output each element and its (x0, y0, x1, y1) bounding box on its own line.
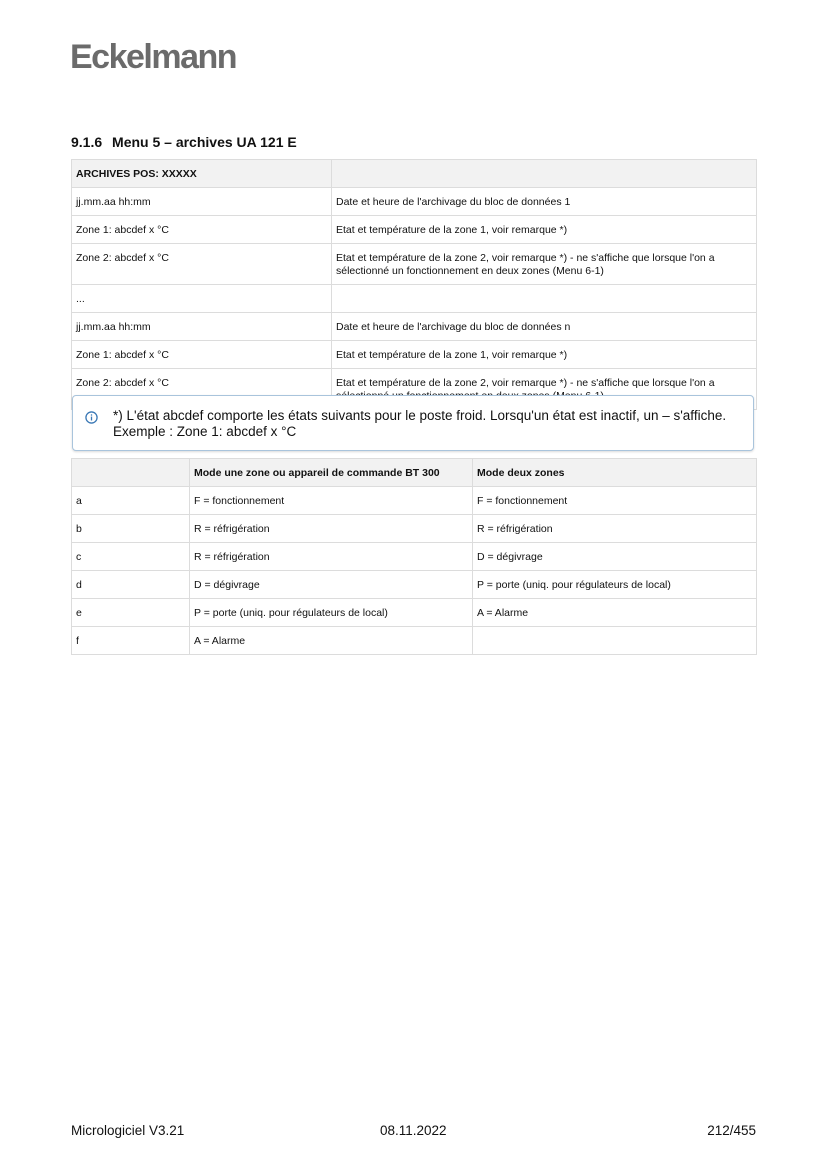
section-title: Menu 5 – archives UA 121 E (112, 134, 297, 150)
table-cell: Etat et température de la zone 1, voir remarque *) (332, 341, 757, 369)
table-cell: A = Alarme (190, 627, 473, 655)
states-table (71, 458, 757, 655)
table-cell: a (72, 487, 190, 515)
table-cell: A = Alarme (473, 599, 757, 627)
table-cell: Date et heure de l'archivage du bloc de données n (332, 313, 757, 341)
note-text (113, 408, 745, 440)
table-row (72, 487, 757, 515)
table-row (72, 285, 757, 313)
table-cell: b (72, 515, 190, 543)
table-cell: D = dégivrage (190, 571, 473, 599)
table-header-row (72, 160, 757, 188)
table-header-cell: Mode deux zones (473, 459, 757, 487)
table-cell: Date et heure de l'archivage du bloc de données 1 (332, 188, 757, 216)
table-row (72, 341, 757, 369)
table-row (72, 515, 757, 543)
table-cell: R = réfrigération (190, 515, 473, 543)
note-line-1: *) L'état abcdef comporte les états suivants pour le poste froid. Lorsqu'un état est inactif, un – s'affiche. (113, 408, 727, 423)
table-row (72, 244, 757, 285)
table-header-cell (72, 459, 190, 487)
table-header-row (72, 459, 757, 487)
table-cell: d (72, 571, 190, 599)
table-cell: f (72, 627, 190, 655)
table-cell: F = fonctionnement (473, 487, 757, 515)
table-cell: Zone 2: abcdef x °C (72, 369, 332, 410)
table-cell: Etat et température de la zone 1, voir remarque *) (332, 216, 757, 244)
table-cell: jj.mm.aa hh:mm (72, 313, 332, 341)
table-cell: Etat et température de la zone 2, voir remarque *) - ne s'affiche que lorsque l'on a (332, 369, 757, 410)
info-note (72, 395, 754, 451)
table-row (72, 599, 757, 627)
table-cell: Zone 1: abcdef x °C (72, 341, 332, 369)
table-cell (473, 627, 757, 655)
note-line-2: Exemple : Zone 1: abcdef x °C (113, 424, 297, 439)
table-cell: jj.mm.aa hh:mm (72, 188, 332, 216)
table-cell: c (72, 543, 190, 571)
table-cell: Zone 1: abcdef x °C (72, 216, 332, 244)
table-header-cell (332, 160, 757, 188)
footer-date: 08.11.2022 (380, 1123, 447, 1138)
table-row (72, 627, 757, 655)
table-cell: F = fonctionnement (190, 487, 473, 515)
table-cell: R = réfrigération (473, 515, 757, 543)
table-row (72, 543, 757, 571)
section-heading (71, 134, 297, 150)
table-cell (332, 285, 757, 313)
company-logo: Eckelmann (70, 38, 237, 76)
section-number: 9.1.6 (71, 134, 103, 150)
table-cell: P = porte (uniq. pour régulateurs de local) (473, 571, 757, 599)
footer-page-number: 212/455 (707, 1123, 756, 1138)
table-cell: e (72, 599, 190, 627)
table-cell: Zone 2: abcdef x °C (72, 244, 332, 285)
table-cell: ... (72, 285, 332, 313)
table-cell: D = dégivrage (473, 543, 757, 571)
table-header-cell: Mode une zone ou appareil de commande BT 300 (190, 459, 473, 487)
table-cell: Etat et température de la zone 2, voir remarque *) - ne s'affiche que lorsque l'on a sélectionné un fonctionnement en deux zones (Menu 6-1) (332, 244, 757, 285)
footer-firmware-version: Micrologiciel V3.21 (71, 1123, 185, 1138)
archive-table (71, 159, 757, 410)
info-icon (85, 411, 98, 424)
table-row (72, 216, 757, 244)
table-cell: P = porte (uniq. pour régulateurs de local) (190, 599, 473, 627)
table-row (72, 571, 757, 599)
table-row (72, 188, 757, 216)
table-row (72, 313, 757, 341)
table-cell: R = réfrigération (190, 543, 473, 571)
table-header-cell: ARCHIVES POS: XXXXX (72, 160, 332, 188)
